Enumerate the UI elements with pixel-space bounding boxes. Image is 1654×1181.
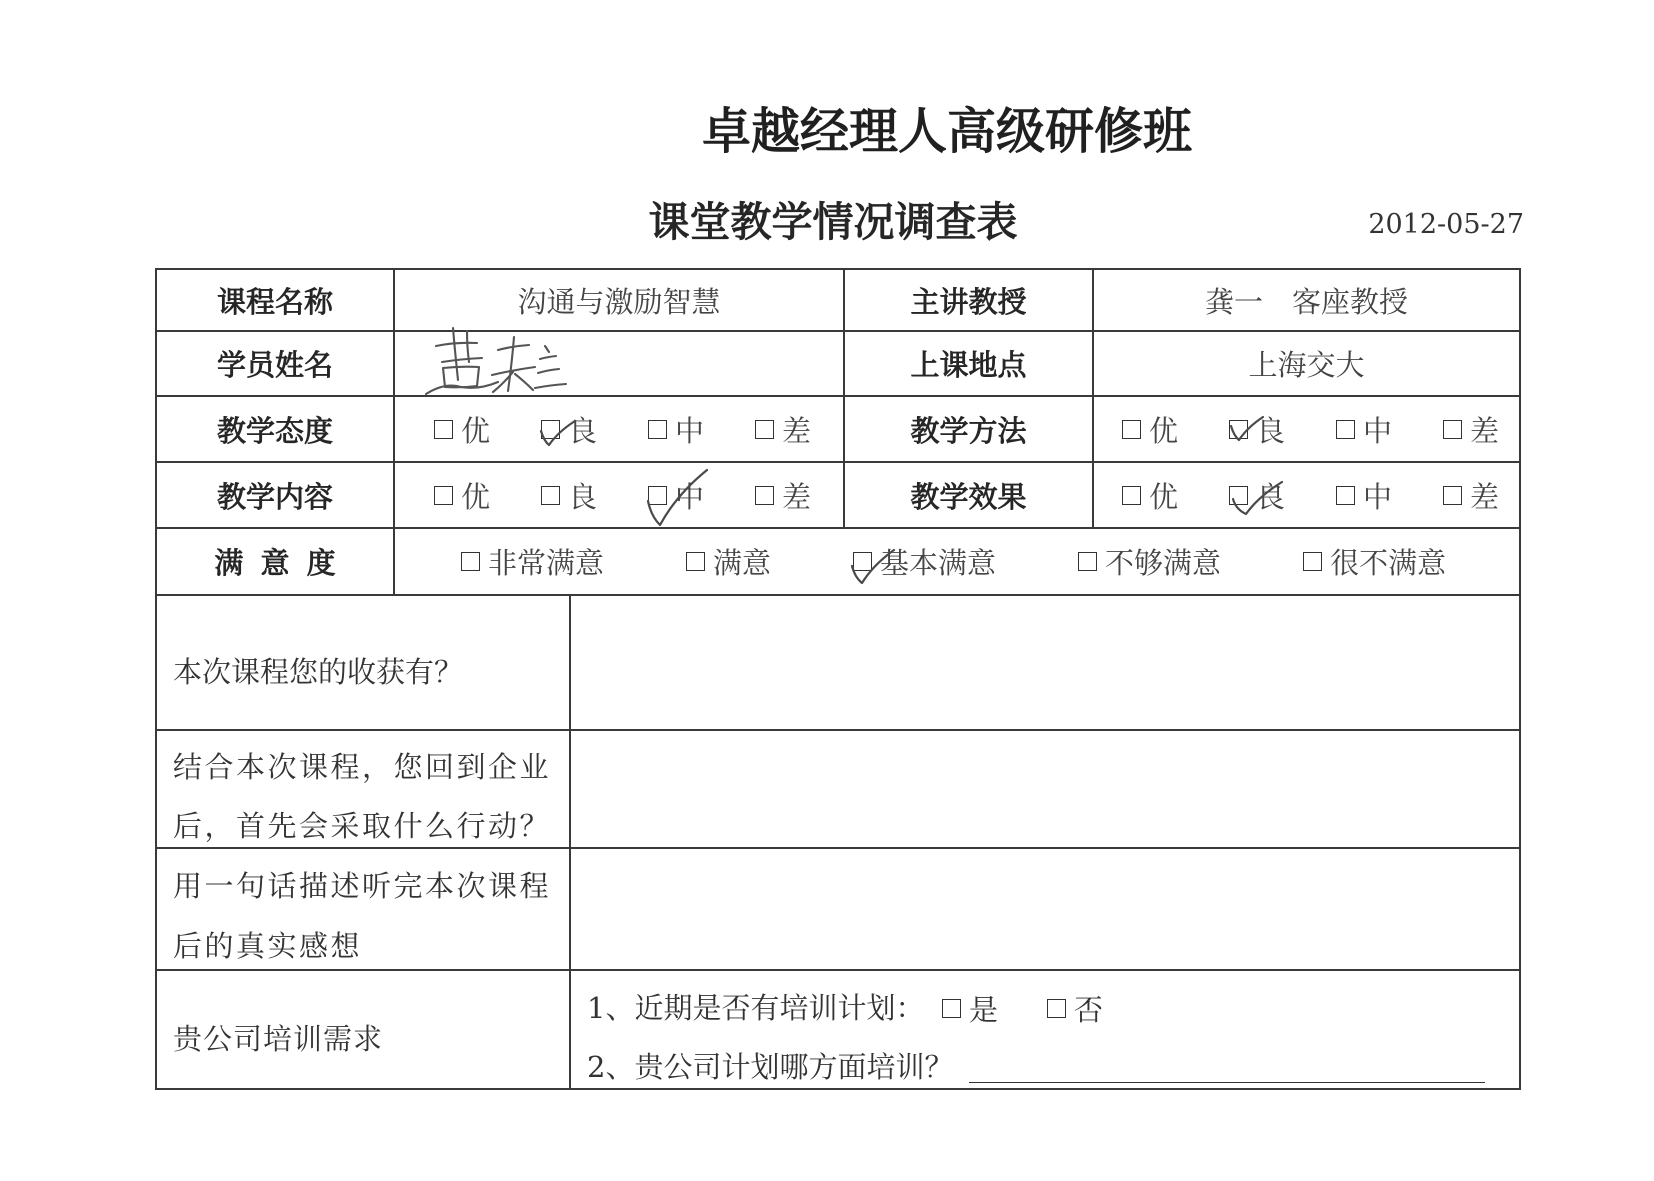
option-label: 差 [1470, 479, 1500, 514]
option-basically-satisfied[interactable] [853, 541, 996, 582]
checkbox[interactable] [648, 486, 667, 505]
checkbox[interactable] [1229, 420, 1248, 439]
satisfaction-options [395, 529, 1519, 594]
option-label: 否 [1074, 992, 1104, 1027]
action-answer-field[interactable] [571, 731, 1519, 847]
checkbox[interactable] [1336, 420, 1355, 439]
option-label: 中 [1363, 413, 1393, 448]
option-poor[interactable] [1443, 475, 1499, 516]
action-question-line-1: 结合本次课程，您回到企业 [173, 750, 552, 784]
option-average[interactable] [1336, 409, 1443, 450]
option-yes[interactable] [942, 992, 999, 1027]
option-excellent[interactable] [1122, 409, 1229, 450]
option-excellent[interactable] [434, 475, 541, 516]
option-good[interactable] [1229, 409, 1336, 450]
checkbox[interactable] [853, 552, 872, 571]
teaching-attitude-options [395, 397, 843, 461]
feeling-question [157, 849, 569, 969]
teaching-content-label: 教学内容 [216, 479, 333, 514]
form-date: 2012-05-27 [1368, 209, 1524, 240]
student-name-label: 学员姓名 [216, 348, 333, 382]
course-name-label: 课程名称 [216, 284, 333, 319]
checkbox[interactable] [755, 486, 774, 505]
checkbox[interactable] [434, 420, 453, 439]
option-very-unsatisfied[interactable] [1303, 541, 1446, 582]
checkbox[interactable] [1336, 486, 1355, 505]
checkbox[interactable] [541, 420, 560, 439]
checkbox[interactable] [1078, 552, 1097, 571]
option-average[interactable] [648, 409, 755, 450]
option-excellent[interactable] [434, 409, 541, 450]
professor-label: 主讲教授 [910, 284, 1027, 319]
option-poor[interactable] [755, 475, 811, 516]
option-label: 差 [782, 413, 812, 448]
training-topic-blank-line[interactable] [969, 1082, 1485, 1083]
action-question-line-2: 后，首先会采取什么行动？ [173, 809, 552, 843]
option-good[interactable] [541, 409, 648, 450]
option-label: 中 [1363, 479, 1393, 514]
checkbox[interactable] [942, 999, 961, 1018]
checkbox[interactable] [755, 420, 774, 439]
option-no[interactable] [1047, 992, 1104, 1027]
option-label: 不够满意 [1105, 546, 1222, 580]
option-label: 优 [1149, 479, 1179, 514]
option-not-satisfied[interactable] [1078, 541, 1221, 582]
checkbox[interactable] [1303, 552, 1322, 571]
checkbox[interactable] [434, 486, 453, 505]
checkbox[interactable] [1443, 486, 1462, 505]
option-label: 中 [675, 413, 705, 448]
option-average[interactable] [648, 475, 755, 516]
action-question [157, 731, 569, 847]
checkbox[interactable] [1443, 420, 1462, 439]
option-very-satisfied[interactable] [461, 541, 604, 582]
survey-table [155, 268, 1521, 1090]
option-poor[interactable] [755, 409, 811, 450]
option-label: 非常满意 [488, 546, 605, 580]
checkbox[interactable] [461, 552, 480, 571]
training-topic-question: 2、贵公司计划哪方面培训？ [587, 1050, 954, 1084]
teaching-content-options [395, 463, 843, 527]
location-value: 上海交大 [1248, 348, 1365, 382]
checkbox[interactable] [1229, 486, 1248, 505]
gains-answer-field[interactable] [571, 596, 1519, 729]
option-good[interactable] [1229, 475, 1336, 516]
checkbox[interactable] [1122, 420, 1141, 439]
satisfaction-label: 满 意 度 [214, 546, 336, 580]
form-title: 课堂教学情况调查表 [648, 198, 1018, 246]
option-label: 中 [675, 479, 705, 514]
feeling-question-line-1: 用一句话描述听完本次课程 [173, 869, 552, 903]
student-name-field[interactable] [395, 332, 843, 395]
option-label: 优 [461, 479, 491, 514]
teaching-effect-label: 教学效果 [910, 479, 1027, 514]
option-label: 优 [461, 413, 491, 448]
option-average[interactable] [1336, 475, 1443, 516]
option-label: 良 [568, 479, 598, 514]
option-label: 满意 [713, 546, 772, 580]
option-label: 良 [1256, 479, 1286, 514]
option-label: 优 [1149, 413, 1179, 448]
course-name-value: 沟通与激励智慧 [517, 284, 721, 319]
location-label: 上课地点 [910, 348, 1027, 382]
teaching-method-options [1094, 397, 1519, 461]
feeling-answer-field[interactable] [571, 849, 1519, 969]
option-label: 基本满意 [880, 546, 997, 580]
teaching-attitude-label: 教学态度 [216, 413, 333, 448]
option-label: 良 [568, 413, 598, 448]
teaching-effect-options [1094, 463, 1519, 527]
option-label: 很不满意 [1330, 546, 1447, 580]
program-title: 卓越经理人高级研修班 [701, 103, 1192, 160]
option-label: 良 [1256, 413, 1286, 448]
teaching-method-label: 教学方法 [910, 413, 1027, 448]
checkbox[interactable] [541, 486, 560, 505]
option-poor[interactable] [1443, 409, 1499, 450]
option-label: 是 [969, 992, 999, 1027]
training-needs-question [157, 971, 569, 1088]
checkbox[interactable] [1122, 486, 1141, 505]
option-label: 差 [1470, 413, 1500, 448]
option-label: 差 [782, 479, 812, 514]
training-needs-label: 贵公司培训需求 [173, 1022, 384, 1056]
professor-value: 龚一 客座教授 [1205, 284, 1409, 319]
checkbox[interactable] [1047, 999, 1066, 1018]
training-plan-question: 1、近期是否有培训计划： [587, 991, 925, 1025]
option-good[interactable] [541, 475, 648, 516]
checkbox[interactable] [648, 420, 667, 439]
feeling-question-line-2: 后的真实感想 [173, 929, 363, 963]
option-excellent[interactable] [1122, 475, 1229, 516]
option-satisfied[interactable] [686, 541, 771, 582]
checkbox[interactable] [686, 552, 705, 571]
gains-question-text: 本次课程您的收获有？ [173, 655, 464, 689]
training-needs-answers [571, 971, 1519, 1088]
gains-question [157, 596, 569, 729]
